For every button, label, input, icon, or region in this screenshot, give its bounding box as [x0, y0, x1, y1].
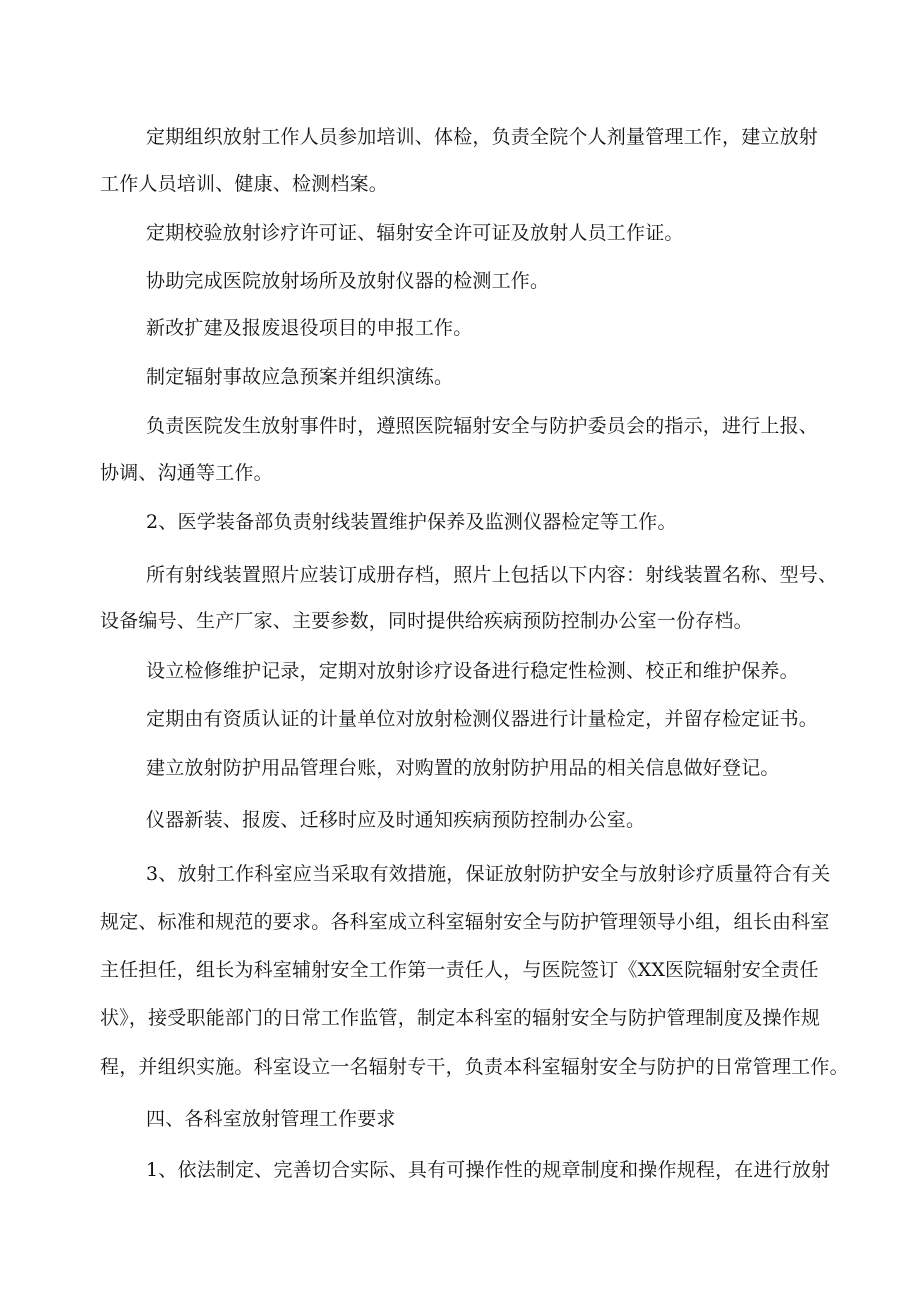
paragraph-line: 新改扩建及报废退役项目的申报工作。 — [146, 317, 473, 339]
paragraph-line: 仪器新装、报废、迁移时应及时通知疾病预防控制办公室。 — [146, 809, 646, 831]
paragraph-line: 建立放射防护用品管理台账，对购置的放射防护用品的相关信息做好登记。 — [146, 757, 780, 779]
section-heading: 2、医学装备部负责射线装置维护保养及监测仪器检定等工作。 — [146, 511, 677, 533]
paragraph-line: 所有射线装置照片应装订成册存档，照片上包括以下内容：射线装置名称、型号、 — [146, 564, 838, 586]
section-heading: 1、依法制定、完善切合实际、具有可操作性的规章制度和操作规程，在进行放射 — [146, 1159, 831, 1181]
paragraph-line: 工作人员培训、健康、检测档案。 — [100, 173, 389, 195]
paragraph-line: 负责医院发生放射事件时，遵照医院辐射安全与防护委员会的指示，进行上报、 — [146, 415, 819, 437]
section-heading: 四、各科室放射管理工作要求 — [146, 1108, 396, 1130]
paragraph-line: 协助完成医院放射场所及放射仪器的检测工作。 — [146, 270, 550, 292]
paragraph-line: 定期校验放射诊疗许可证、辐射安全许可证及放射人员工作证。 — [146, 222, 684, 244]
paragraph-line: 设备编号、生产厂家、主要参数，同时提供给疾病预防控制办公室一份存档。 — [100, 610, 753, 632]
paragraph-line: 制定辐射事故应急预案并组织演练。 — [146, 366, 454, 388]
paragraph-line: 主任担任，组长为科室辅射安全工作第一责任人，与医院签订《XX医院辐射安全责任 — [100, 959, 819, 981]
paragraph-line: 定期组织放射工作人员参加培训、体检，负责全院个人剂量管理工作，建立放射 — [146, 126, 819, 148]
paragraph-line: 设立检修维护记录，定期对放射诊疗设备进行稳定性检测、校正和维护保养。 — [146, 660, 799, 682]
paragraph-line: 状》，接受职能部门的日常工作监管，制定本科室的辐射安全与防护管理制度及操作规 — [100, 1007, 821, 1029]
paragraph-line: 程，并组织实施。科室设立一名辐射专干，负责本科室辐射安全与防护的日常管理工作。 — [100, 1056, 849, 1078]
paragraph-line: 协调、沟通等工作。 — [100, 462, 273, 484]
paragraph-line: 规定、标准和规范的要求。各科室成立科室辐射安全与防护管理领导小组，组长由科室 — [100, 911, 830, 933]
paragraph-line: 定期由有资质认证的计量单位对放射检测仪器进行计量检定，并留存检定证书。 — [146, 708, 819, 730]
section-heading: 3、放射工作科室应当采取有效措施，保证放射防护安全与放射诊疗质量符合有关 — [146, 863, 831, 885]
